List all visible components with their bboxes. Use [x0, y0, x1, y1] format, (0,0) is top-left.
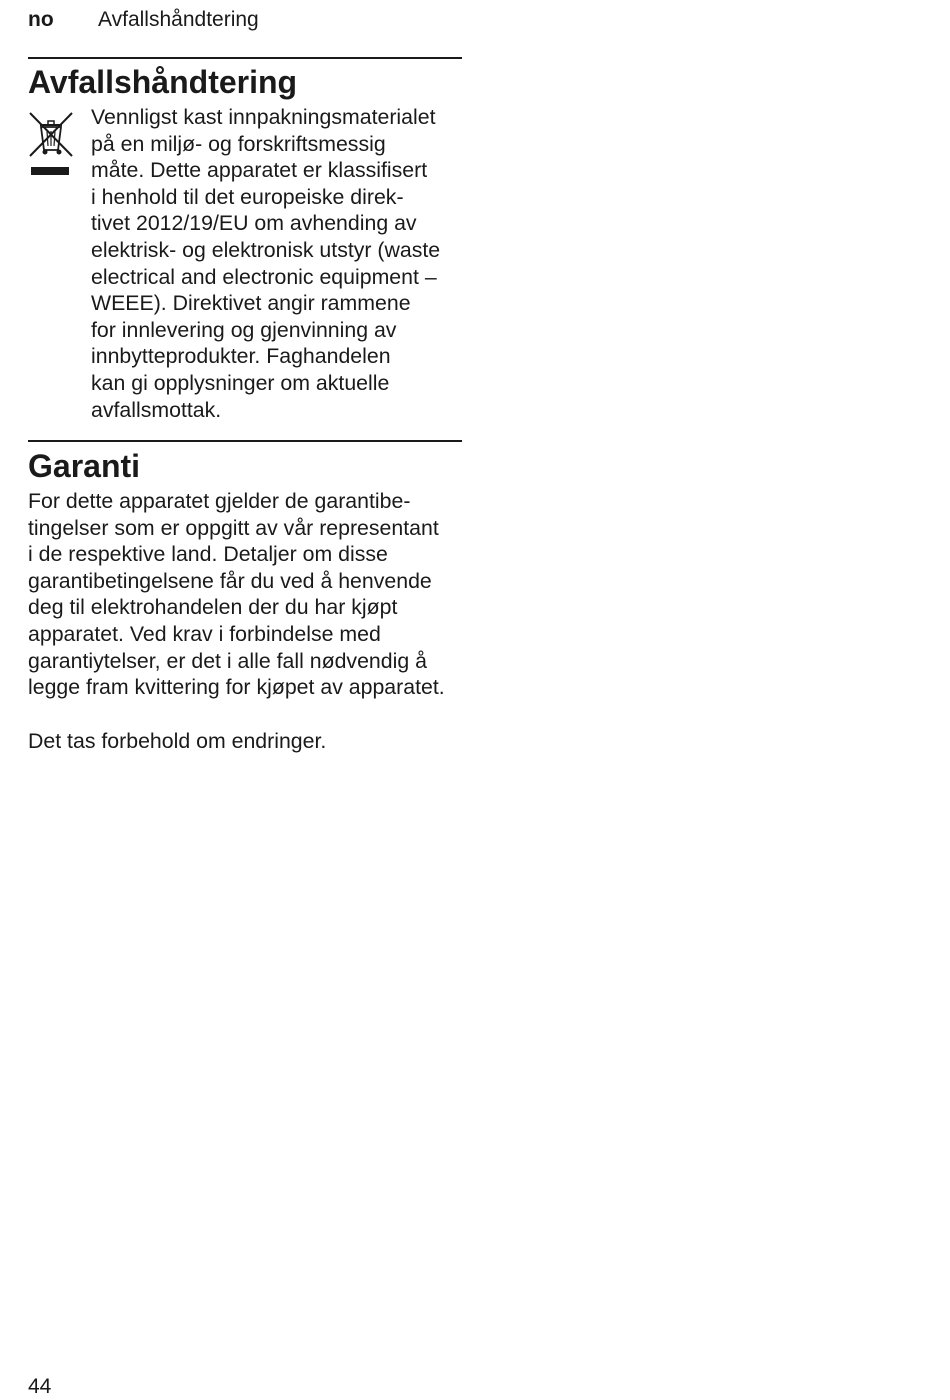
running-header [28, 6, 259, 34]
disposal-heading: Avfallshåndtering [28, 64, 298, 100]
crossed-out-wheelie-bin-icon [28, 110, 74, 180]
page-number: 44 [28, 1375, 52, 1398]
section-divider [28, 440, 462, 442]
header-section-title: Avfallshåndtering [98, 8, 259, 31]
language-code: no [28, 8, 54, 31]
disposal-text: Vennligst kast innpakningsmaterialet på en miljø- og forskriftsmessig måte. Dette apparatet er klassifisert i henhold til det europeiske direk- tivet 2012/19/EU om avhending av elektrisk- og elektronisk utstyr (waste electrical and electronic equipment – WEEE). Direktivet angir rammene for innlevering og gjenvinning av innbytteprodukter. Faghandelen kan gi opplysninger om aktuelle avfallsmottak. [91, 105, 441, 422]
section-divider [28, 57, 462, 59]
warranty-text: For dette apparatet gjelder de garantibe- tingelser som er oppgitt av vår representant i de respektive land. Detaljer om disse garantibetingelsene får du ved å henvende deg til elektrohandelen der du har kjøpt apparatet. Ved krav i forbindelse med garantiytelser, er det i alle fall nødvendig å legge fram kvittering for kjøpet av apparatet. [28, 489, 445, 700]
changes-notice: Det tas forbehold om endringer. [28, 729, 327, 753]
warranty-heading: Garanti [28, 448, 141, 484]
